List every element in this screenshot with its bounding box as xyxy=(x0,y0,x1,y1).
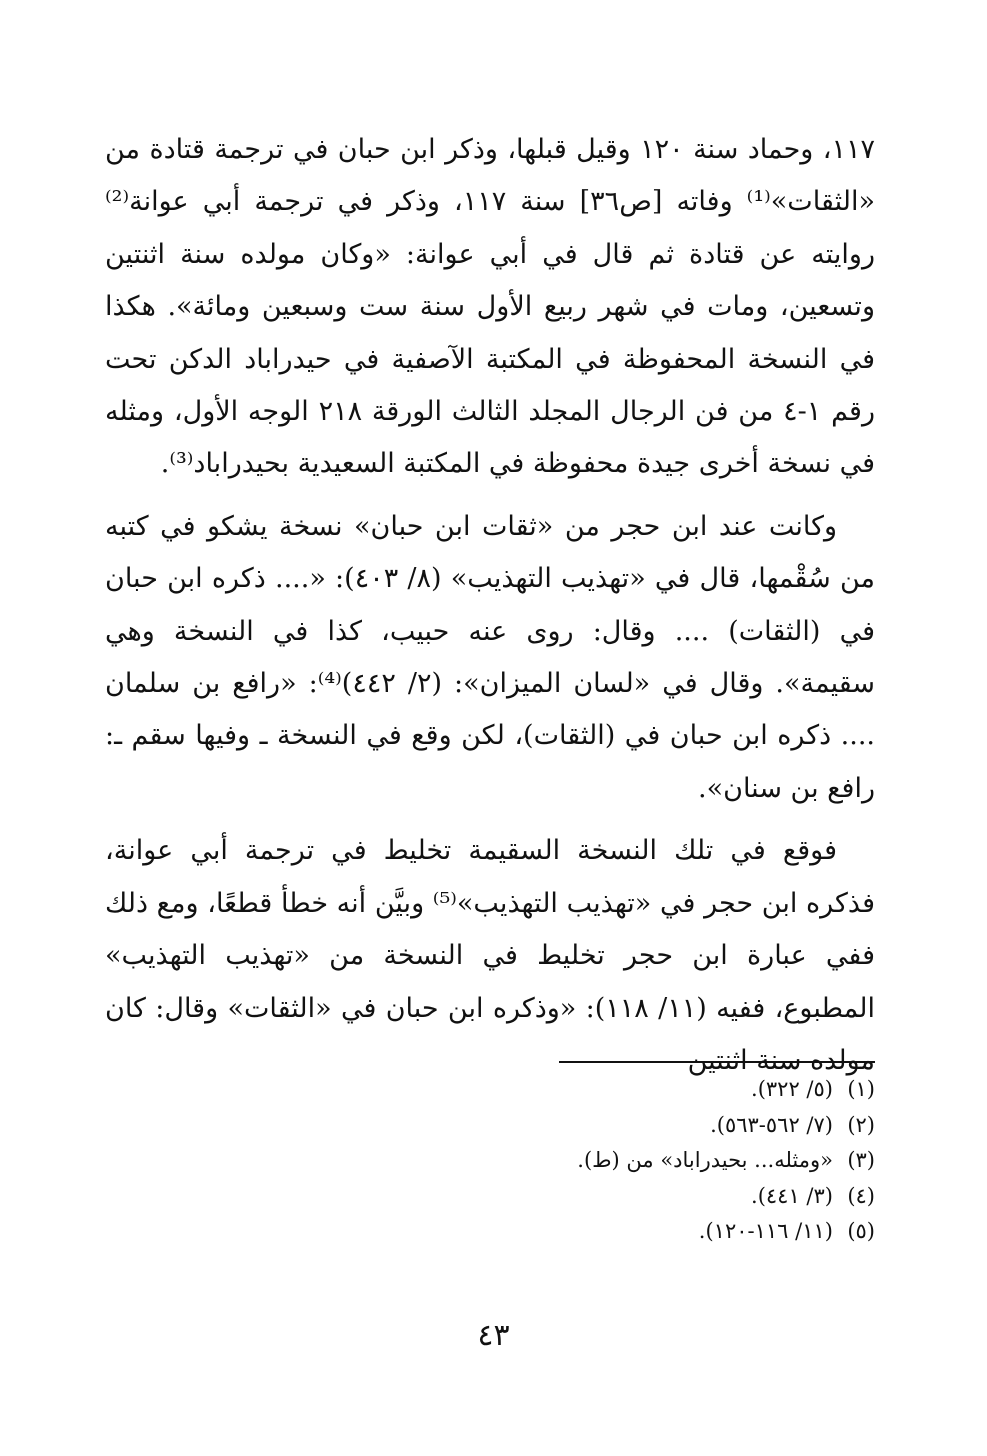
footnote-number: (٢) xyxy=(847,1112,875,1137)
footnote-number: (٣) xyxy=(847,1148,875,1173)
footnote-text: (٣/ ٤٤١). xyxy=(751,1183,833,1208)
footnote-text: (٧/ ٥٦٢-٥٦٣). xyxy=(710,1112,833,1137)
footnote-text: (٥/ ٣٢٢). xyxy=(751,1077,833,1101)
footnote-number: (٤) xyxy=(847,1183,875,1208)
footnote-2 xyxy=(355,1108,875,1144)
footnote-divider xyxy=(559,1061,875,1063)
footnote-number: (٥) xyxy=(847,1219,875,1244)
page-number: ٤٣ xyxy=(477,1318,510,1353)
main-text-body xyxy=(105,124,875,1087)
footnote-number: (١) xyxy=(847,1077,875,1101)
footnote-1 xyxy=(355,1072,875,1108)
paragraph-1: ١١٧، وحماد سنة ١٢٠ وقيل قبلها، وذكر ابن حبان في ترجمة قتادة من «الثقات»⁽¹⁾ وفاته [ص٣٦] سنة ١١٧، وذكر في ترجمة أبي عوانة⁽²⁾ روايته عن قتادة ثم قال في أبي عوانة: «وكان مولده سنة اثنتين وتسعين، ومات في شهر ربيع الأول سنة ست وسبعين ومائة». هكذا في النسخة المحفوظة في المكتبة الآصفية في حيدراباد الدكن تحت رقم ١-٤ من فن الرجال المجلد الثالث الورقة ٢١٨ الوجه الأول، ومثله في نسخة أخرى جيدة محفوظة في المكتبة السعيدية بحيدراباد⁽³⁾. xyxy=(105,134,876,480)
footnote-5 xyxy=(355,1214,875,1250)
footnote-text: «ومثله... بحيدراباد» من (ط). xyxy=(577,1148,833,1173)
footnote-text: (١١/ ١١٦-١٢٠). xyxy=(698,1219,833,1244)
paragraph-2: وكانت عند ابن حجر من «ثقات ابن حبان» نسخة يشكو في كتبه من سُقْمها، قال في «تهذيب التهذيب» (٨/ ٤٠٣): «.... ذكره ابن حبان في (الثقات) .... وقال: روى عنه حبيب، كذا في النسخة وهي سقيمة». وقال في «لسان الميزان»: (٢/ ٤٤٢)⁽⁴⁾: «رافع بن سلمان .... ذكره ابن حبان في (الثقات)، لكن وقع في النسخة ـ وفيها سقم ـ: رافع بن سنان». xyxy=(105,510,875,804)
footnote-4 xyxy=(355,1179,875,1215)
footnotes-list xyxy=(355,1072,875,1250)
footnote-3 xyxy=(355,1143,875,1179)
paragraph-3: فوقع في تلك النسخة السقيمة تخليط في ترجمة أبي عوانة، فذكره ابن حجر في «تهذيب التهذيب»⁽⁵⁾ وبيَّن أنه خطأ قطعًا، ومع ذلك ففي عبارة ابن حجر تخليط في النسخة من «تهذيب التهذيب» المطبوع، ففيه (١١/ ١١٨): «وذكره ابن حبان في «الثقات» وقال: كان مولده سنة اثنتين xyxy=(105,835,875,1076)
